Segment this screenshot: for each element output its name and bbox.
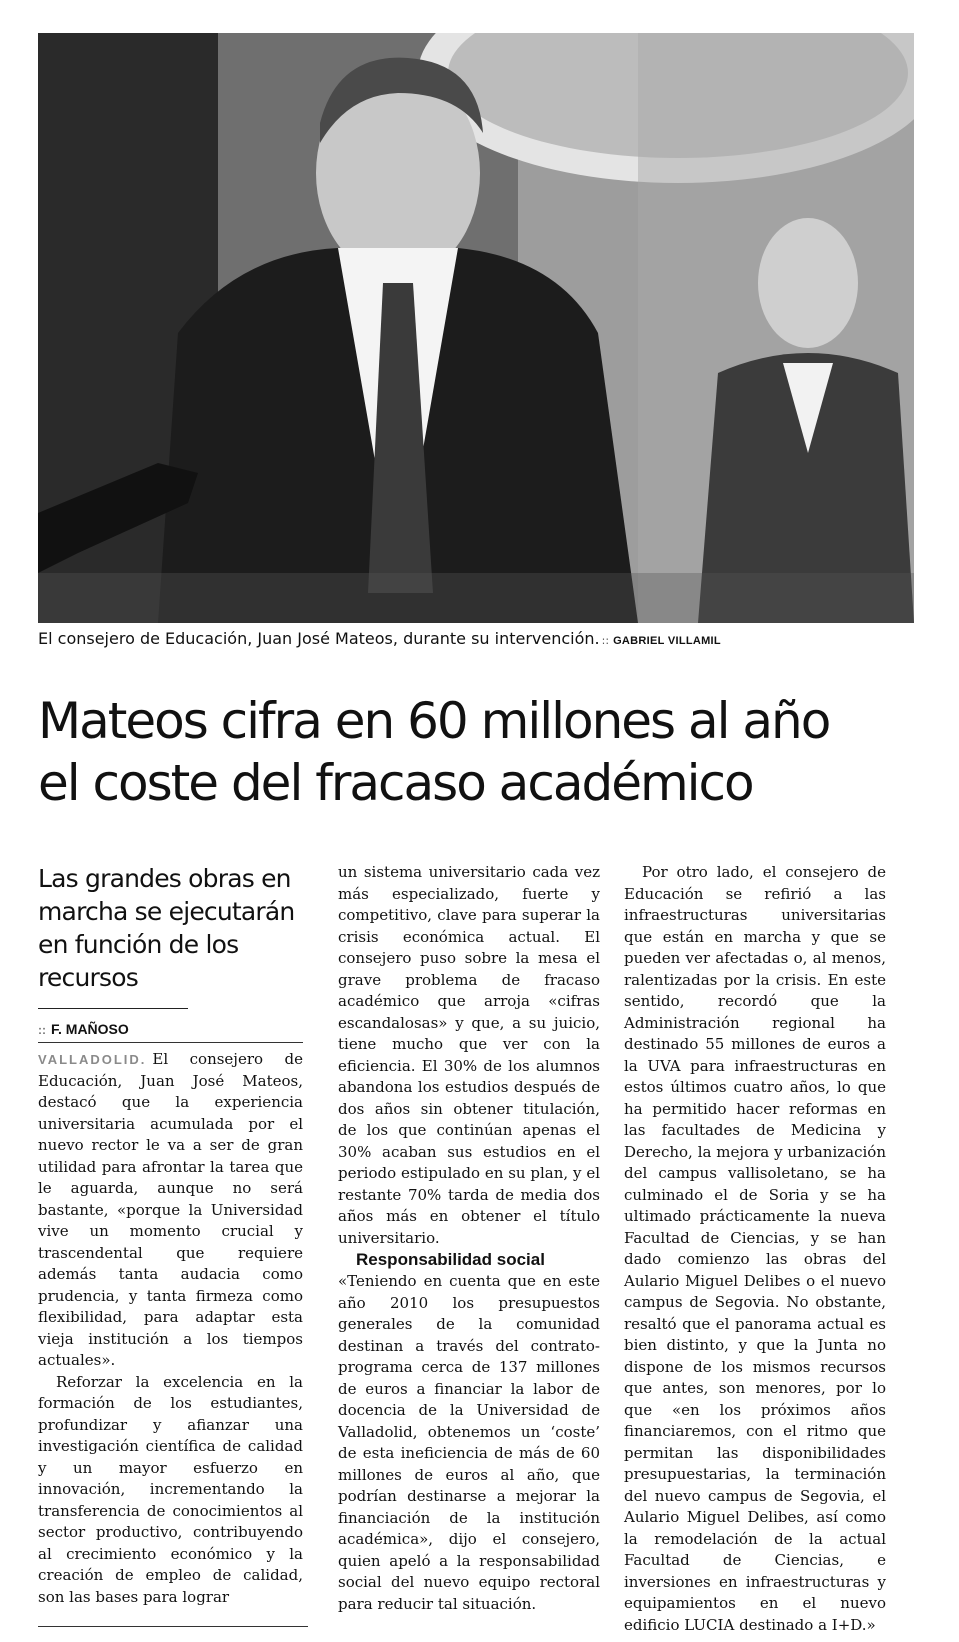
paragraph-5: Por otro lado, el consejero de Educación se refirió a las infraestructuras universitarias que están en marcha y que se pueden ver afectadas o, al menos, ralentizadas por la crisis. En este sentido, recordó que la Administración regional ha destinado 55 millones de euros a la UVA para infraestructuras en estos últimos cuatro años, lo que ha permitido hacer reformas en las facultades de Medicina y Derecho, la mejora y urbanización del campus vallisoletano, se ha culminado el de Soria y se ha ultimado prácticamente la nueva Facultad de Ciencias, y se han dado comienzo las obras del Aulario Miguel Delibes o el nuevo campus de Segovia. No obstante, resaltó que el panorama actual es bien distinto, y que la Junta no dispone de los mismos recursos que antes, son menores, por lo que «en los próximos años financiaremos, con el ritmo que permitan las disponibilidades presupuestarias, la terminación del nuevo campus de Segovia, el Aulario Miguel Delibes, así como la remodelación de la actual Facultad de Ciencias, e inversiones en infraestructuras y equipamientos en el nuevo edificio LUCIA destinado a I+D.» (624, 863, 886, 1634)
column-2 (338, 862, 600, 1615)
paragraph-4: «Teniendo en cuenta que en este año 2010 los presupuestos generales de la comunidad destinan a través del contrato-programa cerca de 137 millones de euros a financiar la labor de docencia de la Universidad de Valladolid, obtenemos un ‘coste’ de esta ineficiencia de más de 60 millones de euros al año, que podrían destinarse a mejorar la financiación de la institución académica», dijo el consejero, quien apeló a la responsabilidad social del nuevo equipo rectoral para reducir tal situación. (338, 1272, 600, 1613)
headline (38, 690, 918, 814)
headline-line-2: el coste del fracaso académico (38, 754, 753, 812)
byline-separator: :: (38, 1023, 46, 1037)
bottom-divider (38, 1626, 308, 1627)
paragraph-2: Reforzar la excelencia en la formación de los estudiantes, profundizar y afianzar una investigación científica de calidad y un mayor esfuerzo en innovación, incrementando la transferencia de conocimientos al sector productivo, contribuyendo al crecimiento económico y la creación de empleo de calidad, son las bases para lograr (38, 1372, 303, 1606)
byline-author: F. MAÑOSO (51, 1021, 129, 1037)
subhead-divider (38, 1008, 188, 1009)
section-heading: Responsabilidad social (356, 1250, 545, 1269)
headline-line-1: Mateos cifra en 60 millones al año (38, 692, 830, 750)
photo-caption (38, 629, 918, 651)
article-photo (38, 33, 914, 623)
speaker-photo-icon (38, 33, 914, 623)
caption-text: El consejero de Educación, Juan José Mateos, durante su intervención. (38, 629, 600, 648)
photo-credit: GABRIEL VILLAMIL (613, 635, 721, 647)
paragraph-3: un sistema universitario cada vez más especializado, fuerte y competitivo, clave para superar la crisis económica actual. El consejero puso sobre la mesa el grave problema de fracaso académico que arroja «cifras escandalosas» y que, a su juicio, tiene mucho que ver con la eficiencia. El 30% de los alumnos abandona los estudios después de dos años sin obtener titulación, de los que continúan apenas el 30% acaban sus estudios en el periodo estipulado en su plan, y el restante 70% tarda de media dos años más en obtener el título universitario. (338, 863, 600, 1247)
column-1 (38, 862, 303, 1608)
paragraph-1 (38, 1049, 303, 1372)
subheadline: Las grandes obras en marcha se ejecutarán en función de los recursos (38, 864, 295, 992)
column-3 (624, 862, 886, 1636)
byline (38, 1019, 303, 1043)
caption-separator: :: (601, 634, 610, 647)
paragraph-1-text: El consejero de Educación, Juan José Mateos, destacó que la experiencia universitaria acumulada por el nuevo rector le va a ser de gran utilidad para afrontar la tarea que le aguarda, aunque no será bastante, «porque la Universidad vive un momento crucial y trascendental que requiere además tanta audacia como prudencia, y tanta firmeza como flexibilidad, para adaptar esta vieja institución a los tiempos actuales». (38, 1050, 303, 1369)
dateline: VALLADOLID. (38, 1052, 147, 1067)
